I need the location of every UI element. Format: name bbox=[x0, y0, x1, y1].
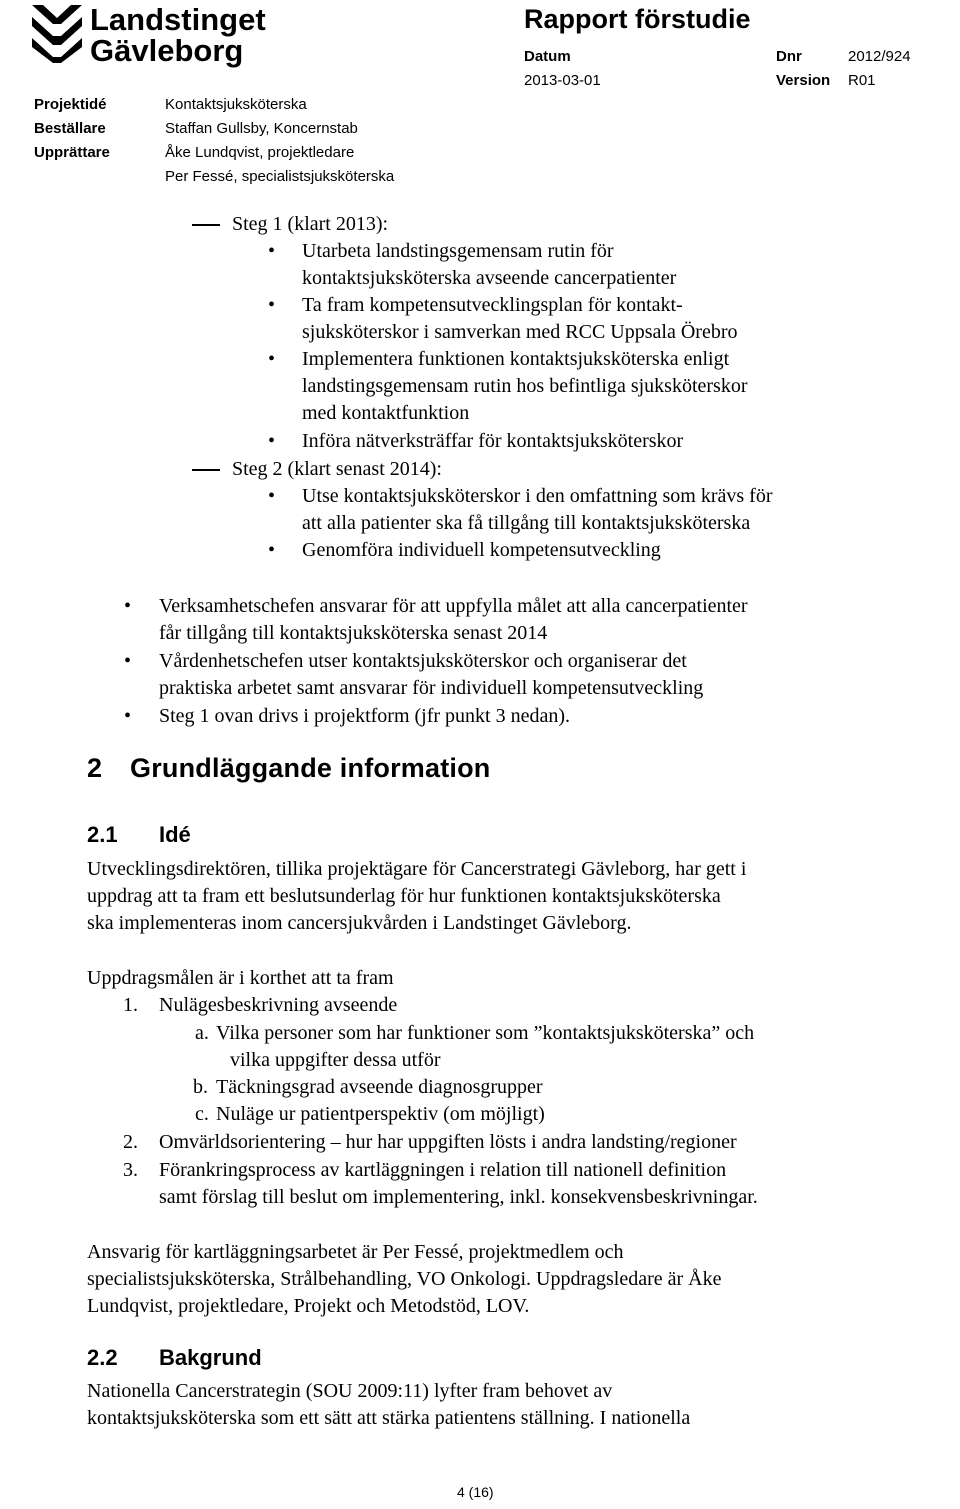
datum-label: Datum bbox=[524, 48, 571, 65]
upprattare-label: Upprättare bbox=[34, 144, 110, 161]
bullet-marker: • bbox=[268, 539, 276, 561]
responsible-para-line-1: Ansvarig för kartläggningsarbetet är Per Fessé, projektmedlem och bbox=[87, 1241, 624, 1263]
responsibility-1-line-1: Verksamhetschefen ansvarar för att uppfylla målet att alla cancerpatienter bbox=[159, 595, 748, 617]
step1-item-1-line-1: Utarbeta landstingsgemensam rutin för bbox=[302, 240, 614, 262]
section-2-2-number: 2.2 bbox=[87, 1345, 118, 1370]
list-letter-c: c. bbox=[195, 1103, 209, 1125]
bullet-marker: • bbox=[268, 294, 276, 316]
version-value: R01 bbox=[848, 72, 876, 89]
upprattare-value-2: Per Fessé, specialistsjuksköterska bbox=[165, 168, 395, 185]
list-item-2: Omvärldsorientering – hur har uppgiften lösts i andra landsting/regioner bbox=[159, 1131, 737, 1153]
bullet-marker: • bbox=[268, 485, 276, 507]
logo-line-1: Landstinget bbox=[90, 2, 266, 37]
bestallare-value: Staffan Gullsby, Koncernstab bbox=[165, 120, 358, 137]
assignment-intro: Uppdragsmålen är i korthet att ta fram bbox=[87, 967, 394, 989]
step2-heading: Steg 2 (klart senast 2014): bbox=[232, 458, 442, 480]
list-item-a-line-1: Vilka personer som har funktioner som ”kontaktsjuksköterska” och bbox=[216, 1022, 755, 1044]
step1-item-3-line-2: landstingsgemensam rutin hos befintliga sjuksköterskor bbox=[302, 375, 748, 397]
projektide-label: Projektidé bbox=[34, 96, 107, 113]
step2-item-2-line-1: Genomföra individuell kompetensutveckling bbox=[302, 539, 661, 561]
background-para-line-2: kontaktsjuksköterska som ett sätt att stärka patientens ställning. I nationella bbox=[87, 1407, 691, 1429]
background-para-line-1: Nationella Cancerstrategin (SOU 2009:11) lyfter fram behovet av bbox=[87, 1380, 613, 1402]
step1-heading: Steg 1 (klart 2013): bbox=[232, 213, 389, 235]
bullet-marker: • bbox=[268, 348, 276, 370]
list-item-a-line-2: vilka uppgifter dessa utför bbox=[230, 1049, 441, 1071]
list-item-3-line-2: samt förslag till beslut om implementering, inkl. konsekvensbeskrivningar. bbox=[159, 1186, 758, 1208]
bullet-marker: • bbox=[124, 650, 132, 672]
logo-line-2: Gävleborg bbox=[90, 33, 244, 68]
section-2-1-title: Idé bbox=[159, 822, 191, 847]
step1-item-1-line-2: kontaktsjuksköterska avseende cancerpatienter bbox=[302, 267, 677, 289]
upprattare-value-1: Åke Lundqvist, projektledare bbox=[165, 144, 355, 161]
list-number-2: 2. bbox=[123, 1131, 138, 1153]
step1-item-2-line-2: sjuksköterskor i samverkan med RCC Uppsala Örebro bbox=[302, 321, 738, 343]
dnr-label: Dnr bbox=[776, 48, 802, 65]
document-title: Rapport förstudie bbox=[524, 4, 751, 34]
responsibility-2-line-2: praktiska arbetet samt ansvarar för individuell kompetensutveckling bbox=[159, 677, 704, 699]
page-number: 4 (16) bbox=[457, 1484, 494, 1500]
list-letter-a: a. bbox=[195, 1022, 209, 1044]
datum-value: 2013-03-01 bbox=[524, 72, 601, 89]
section-2-2-title: Bakgrund bbox=[159, 1345, 262, 1370]
dnr-value: 2012/924 bbox=[848, 48, 911, 65]
version-label: Version bbox=[776, 72, 831, 89]
bullet-marker: • bbox=[124, 705, 132, 727]
section-2-title: Grundläggande information bbox=[130, 753, 491, 783]
projektide-value: Kontaktsjuksköterska bbox=[165, 96, 307, 113]
step2-item-1-line-1: Utse kontaktsjuksköterskor i den omfattning som krävs för bbox=[302, 485, 773, 507]
dash-marker bbox=[192, 469, 220, 471]
section-2-1-number: 2.1 bbox=[87, 822, 118, 847]
list-letter-b: b. bbox=[193, 1076, 208, 1098]
step1-item-3-line-3: med kontaktfunktion bbox=[302, 402, 470, 424]
step1-item-4-line-1: Införa nätverksträffar för kontaktsjuksköterskor bbox=[302, 430, 684, 452]
idea-para-1-line-2: uppdrag att ta fram ett beslutsunderlag för hur funktionen kontaktsjuksköterska bbox=[87, 885, 721, 907]
list-number-1: 1. bbox=[123, 994, 138, 1016]
list-item-b: Täckningsgrad avseende diagnosgrupper bbox=[216, 1076, 543, 1098]
step1-item-3-line-1: Implementera funktionen kontaktsjuksköterska enligt bbox=[302, 348, 730, 370]
idea-para-1-line-3: ska implementeras inom cancersjukvården i Landstinget Gävleborg. bbox=[87, 912, 632, 934]
idea-para-1-line-1: Utvecklingsdirektören, tillika projektägare för Cancerstrategi Gävleborg, har gett i bbox=[87, 858, 747, 880]
step1-item-2-line-1: Ta fram kompetensutvecklingsplan för kontakt- bbox=[302, 294, 683, 316]
list-item-1: Nulägesbeskrivning avseende bbox=[159, 994, 398, 1016]
responsible-para-line-2: specialistsjuksköterska, Strålbehandling, VO Onkologi. Uppdragsledare är Åke bbox=[87, 1268, 722, 1290]
list-number-3: 3. bbox=[123, 1159, 138, 1181]
responsibility-3-line-1: Steg 1 ovan drivs i projektform (jfr punkt 3 nedan). bbox=[159, 705, 571, 727]
bullet-marker: • bbox=[268, 430, 276, 452]
bestallare-label: Beställare bbox=[34, 120, 106, 137]
landstinget-gavleborg-emblem-icon bbox=[32, 5, 82, 63]
section-2-number: 2 bbox=[87, 753, 103, 783]
responsibility-2-line-1: Vårdenhetschefen utser kontaktsjuksköterskor och organiserar det bbox=[159, 650, 687, 672]
list-item-c: Nuläge ur patientperspektiv (om möjligt) bbox=[216, 1103, 545, 1125]
list-item-3-line-1: Förankringsprocess av kartläggningen i relation till nationell definition bbox=[159, 1159, 727, 1181]
step2-item-1-line-2: att alla patienter ska få tillgång till kontaktsjuksköterska bbox=[302, 512, 751, 534]
bullet-marker: • bbox=[268, 240, 276, 262]
bullet-marker: • bbox=[124, 595, 132, 617]
responsibility-1-line-2: får tillgång till kontaktsjuksköterska senast 2014 bbox=[159, 622, 548, 644]
dash-marker bbox=[192, 224, 220, 226]
responsible-para-line-3: Lundqvist, projektledare, Projekt och Metodstöd, LOV. bbox=[87, 1295, 530, 1317]
